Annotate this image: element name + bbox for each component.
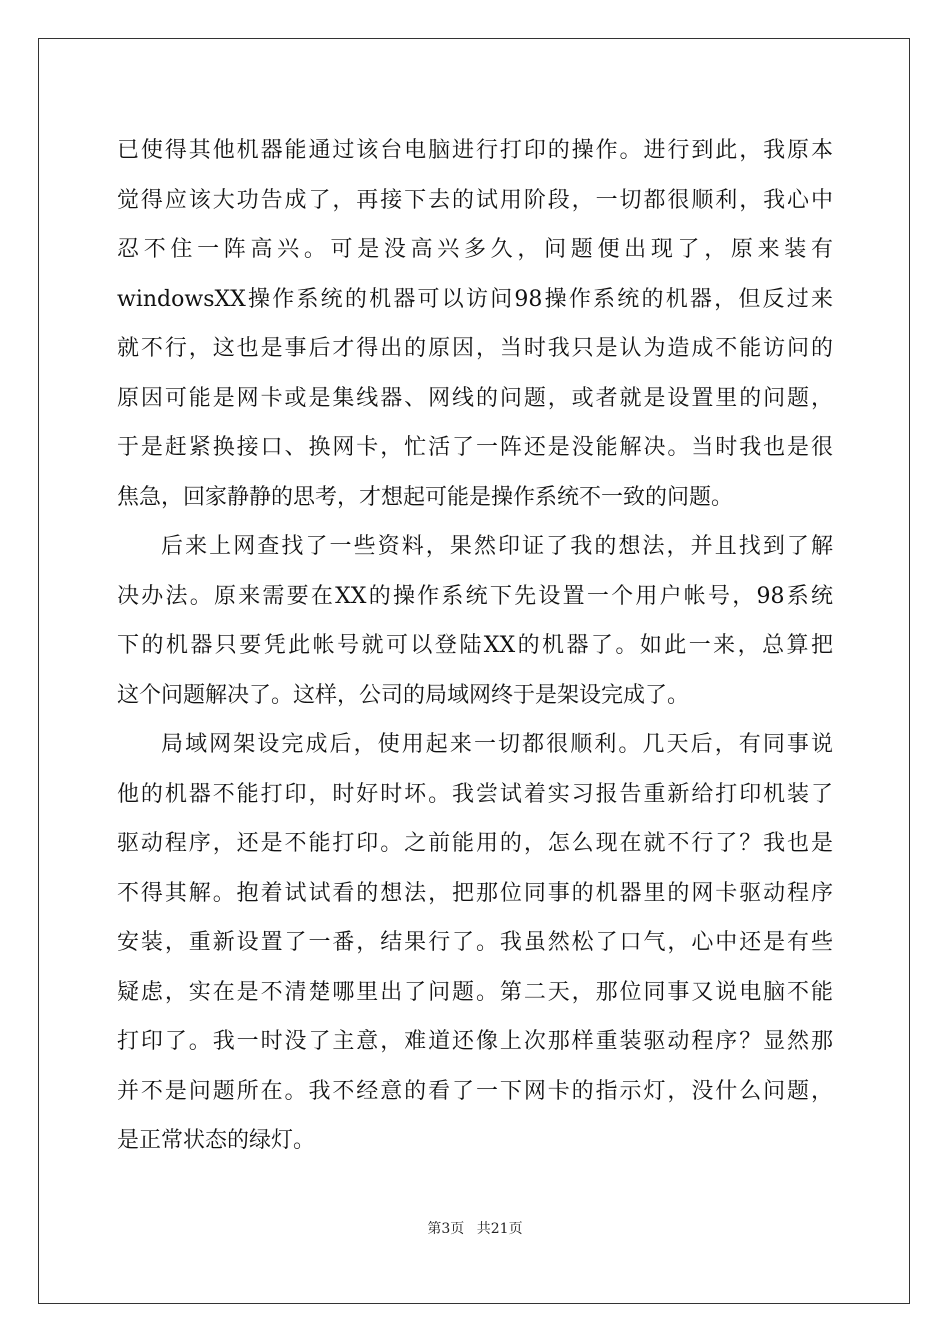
- document-body: [117, 126, 833, 1166]
- text-line: 于是赶紧换接口、换网卡，忙活了一阵还是没能解决。当时我也是很: [117, 435, 833, 460]
- text-line: 这个问题解决了。这样，公司的局域网终于是架设完成了。: [117, 682, 690, 708]
- text-line: 他的机器不能打印，时好时坏。我尝试着实习报告重新给打印机装了: [117, 781, 833, 807]
- text-line: 就不行，这也是事后才得出的原因，当时我只是认为造成不能访问的: [117, 336, 833, 361]
- text-line: 不得其解。抱着试试看的想法，把那位同事的机器里的网卡驱动程序: [117, 880, 833, 906]
- text-line: 焦急，回家静静的思考，才想起可能是操作系统不一致的问题。: [117, 484, 734, 510]
- text-line: 驱动程序，还是不能打印。之前能用的，怎么现在就不行了？我也是: [117, 831, 833, 856]
- text-line: 忍不住一阵高兴。可是没高兴多久，问题便出现了，原来装有: [117, 237, 833, 262]
- text-line: 疑虑，实在是不清楚哪里出了问题。第二天，那位同事又说电脑不能: [117, 979, 833, 1005]
- page-total: 共21页: [476, 1221, 523, 1237]
- text-line: 后来上网查找了一些资料，果然印证了我的想法，并且找到了解: [161, 534, 833, 559]
- text-line: 局域网架设完成后，使用起来一切都很顺利。几天后，有同事说: [161, 732, 833, 757]
- text-line: 原因可能是网卡或是集线器、网线的问题，或者就是设置里的问题，: [117, 385, 833, 411]
- text-line: 打印了。我一时没了主意，难道还像上次那样重装驱动程序？显然那: [117, 1029, 833, 1054]
- text-line: 觉得应该大功告成了，再接下去的试用阶段，一切都很顺利，我心中: [117, 187, 833, 213]
- text-line: 决办法。原来需要在XX的操作系统下先设置一个用户帐号，98系统: [117, 583, 833, 609]
- text-line: 并不是问题所在。我不经意的看了一下网卡的指示灯，没什么问题，: [117, 1078, 833, 1104]
- text-line: 已使得其他机器能通过该台电脑进行打印的操作。进行到此，我原本: [117, 138, 833, 163]
- text-line: 下的机器只要凭此帐号就可以登陆XX的机器了。如此一来，总算把: [117, 633, 833, 658]
- page-number: 第3页: [427, 1221, 465, 1237]
- text-line: windowsXX操作系统的机器可以访问98操作系统的机器，但反过来: [117, 286, 833, 312]
- text-line: 安装，重新设置了一番，结果行了。我虽然松了口气，心中还是有些: [117, 930, 833, 955]
- text-line: 是正常状态的绿灯。: [117, 1128, 316, 1153]
- page-footer: [0, 1218, 950, 1238]
